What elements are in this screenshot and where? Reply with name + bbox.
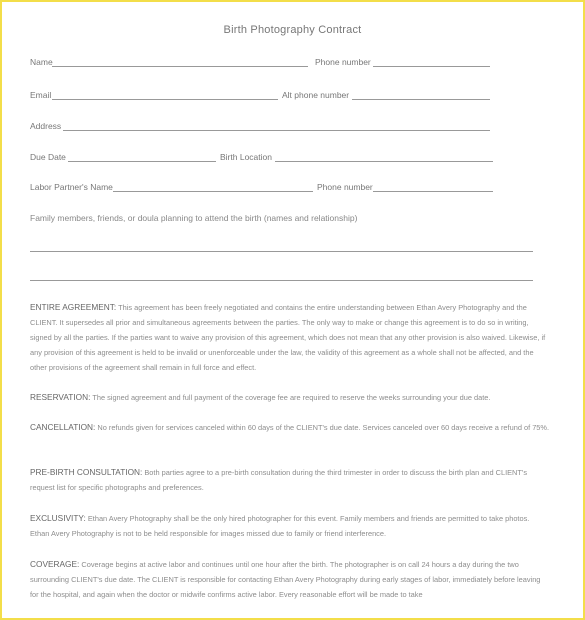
section-heading: EXCLUSIVITY:: [30, 513, 86, 523]
section-heading: RESERVATION:: [30, 392, 91, 402]
section-heading: CANCELLATION:: [30, 422, 96, 432]
family-prompt: Family members, friends, or doula planning to attend the birth (names and relationship): [30, 213, 358, 223]
labor-partner-label: Labor Partner's Name: [30, 182, 113, 192]
phone-label: Phone number: [315, 57, 371, 67]
address-field[interactable]: [63, 130, 490, 131]
due-date-row: [30, 152, 500, 166]
section-text: Both parties agree to a pre-birth consultation during the third trimester in order to discuss the birth plan and CLIENT's request list for specific photographs and preferences.: [30, 468, 528, 492]
section-heading: COVERAGE:: [30, 559, 80, 569]
section-entire-agreement: [30, 300, 550, 375]
family-line-2[interactable]: [30, 280, 533, 281]
labor-partner-field[interactable]: [113, 191, 313, 192]
alt-phone-field[interactable]: [352, 99, 490, 100]
section-text: Ethan Avery Photography shall be the only hired photographer for this event. Family members and friends are permitted to take photos. Ethan Avery Photography is not to be held responsible for images missed due to family or friend interference.: [30, 514, 530, 538]
due-date-field[interactable]: [68, 161, 216, 162]
birth-location-label: Birth Location: [220, 152, 272, 162]
section-reservation: [30, 390, 550, 405]
section-heading: ENTIRE AGREEMENT:: [30, 302, 117, 312]
birth-location-field[interactable]: [275, 161, 493, 162]
name-phone-row: [30, 57, 500, 71]
name-field[interactable]: [52, 66, 308, 67]
phone-field[interactable]: [373, 66, 490, 67]
labor-phone-field[interactable]: [373, 191, 493, 192]
section-pre-birth: [30, 465, 550, 495]
name-label: Name: [30, 57, 53, 67]
email-row: [30, 90, 500, 104]
section-cancellation: [30, 420, 550, 435]
page-title: Birth Photography Contract: [223, 24, 362, 36]
section-text: The signed agreement and full payment of the coverage fee are required to reserve the weeks surrounding your due date.: [90, 393, 491, 402]
email-field[interactable]: [52, 99, 278, 100]
labor-phone-label: Phone number: [317, 182, 373, 192]
section-heading: PRE-BIRTH CONSULTATION:: [30, 467, 143, 477]
section-exclusivity: [30, 511, 550, 541]
section-coverage: [30, 557, 550, 602]
email-label: Email: [30, 90, 52, 100]
address-label: Address: [30, 121, 62, 131]
section-text: This agreement has been freely negotiated and contains the entire understanding between Ethan Avery Photography and the CLIENT. It supersedes all prior and simultaneous agreements between the parties. The only way to make or change this agreement is to do so in writing, signed by all the parties. If the parties want to waive any provision of this agreement, which does not mean that any other provision is also waived. Likewise, if any provision of this agreement is held to be invalid or unenforceable under the law, the validity of this agreement as a whole shall not be affected, and the other provisions of the agreement shall remain in full force and effect.: [30, 303, 546, 372]
family-line-1[interactable]: [30, 251, 533, 252]
due-date-label: Due Date: [30, 152, 66, 162]
alt-phone-label: Alt phone number: [282, 90, 350, 100]
address-row: [30, 121, 500, 135]
section-text: No refunds given for services canceled within 60 days of the CLIENT's due date. Services canceled over 60 days receive a refund of 75%.: [95, 423, 550, 432]
section-text: Coverage begins at active labor and continues until one hour after the birth. The photographer is on call 24 hours a day during the two surrounding CLIENT's due date. The CLIENT is responsible for contacting Ethan Avery Photography during early stages of labor, immediately before leaving for the hospital, and again when the doctor or midwife confirms active labor. Every reasonable effort will be made to take: [30, 560, 541, 599]
labor-partner-row: [30, 182, 500, 196]
